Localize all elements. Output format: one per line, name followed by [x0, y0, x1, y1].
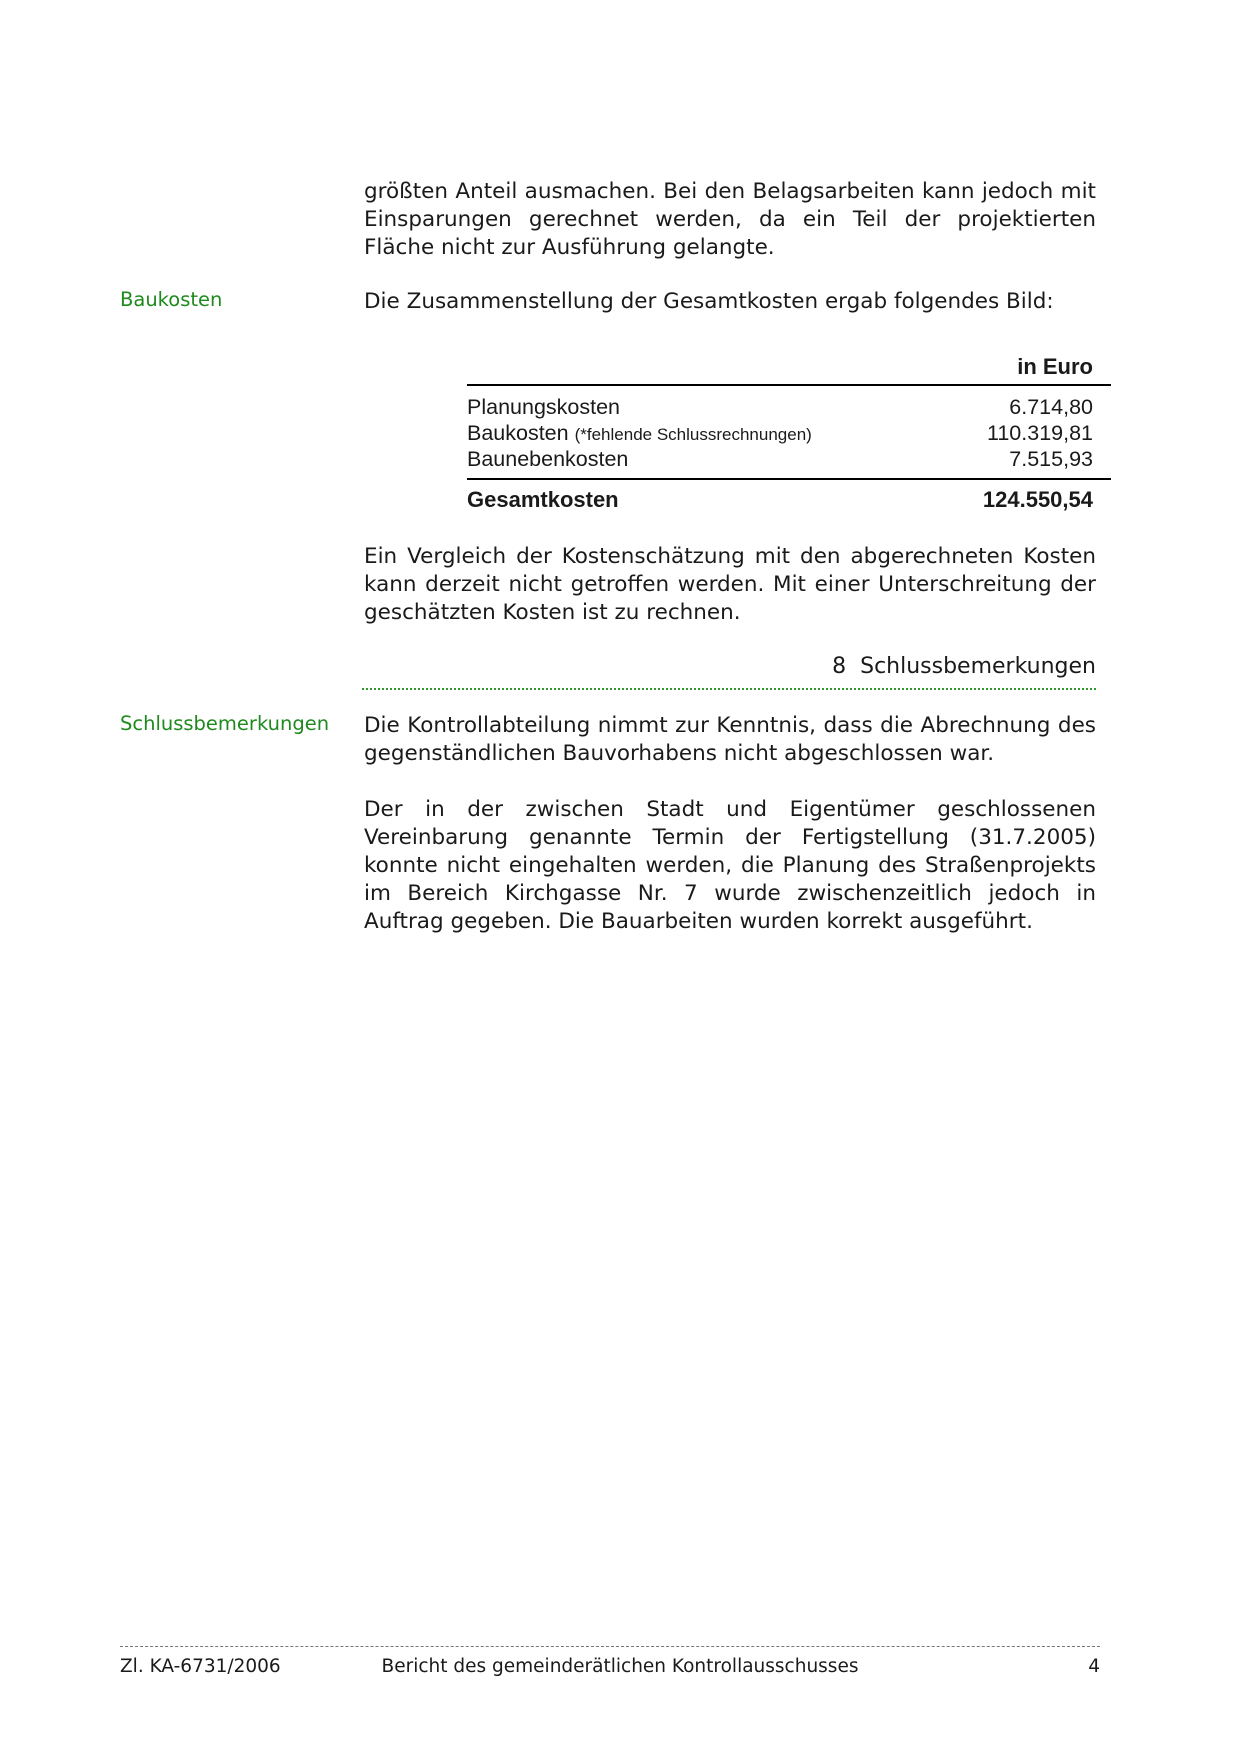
cost-row-note: (*fehlende Schlussrechnungen) [574, 425, 812, 444]
cost-row-baukosten [467, 420, 1111, 446]
cost-row-label: Baukosten [467, 421, 569, 445]
section-heading [362, 652, 1096, 690]
cost-table [467, 350, 1111, 520]
section-title: Schlussbemerkungen [860, 654, 1096, 679]
cost-row-value: 110.319,81 [986, 421, 1093, 445]
cost-row-label: Planungskosten [467, 395, 620, 419]
footer-reference: Zl. KA-6731/2006 [120, 1656, 281, 1677]
cost-table-total [467, 480, 1111, 520]
section-number: 8 [832, 654, 847, 679]
footer-page-number: 4 [1088, 1656, 1100, 1677]
footer-title: Bericht des gemeinderätlichen Kontrollausschusses [381, 1656, 859, 1677]
cost-table-rows [467, 386, 1111, 480]
closing-paragraph-1: Die Kontrollabteilung nimmt zur Kenntnis, dass die Abrechnung des gegenständlichen Bauvorhabens nicht abgeschlossen war. [364, 713, 1096, 766]
cost-row-value: 6.714,80 [1009, 395, 1093, 419]
cost-row-label: Baunebenkosten [467, 447, 629, 471]
margin-note-baukosten: Baukosten [120, 288, 223, 311]
costs-intro-paragraph: Die Zusammenstellung der Gesamtkosten ergab folgendes Bild: [364, 289, 1054, 314]
total-value: 124.550,54 [982, 487, 1093, 512]
cost-table-header: in Euro [467, 350, 1111, 386]
intro-paragraph: größten Anteil ausmachen. Bei den Belagsarbeiten kann jedoch mit Einsparungen gerechnet werden, da ein Teil der projektierten Fläche nicht zur Ausführung gelangte. [364, 179, 1096, 260]
footer-divider [120, 1646, 1100, 1647]
cost-row-value: 7.515,93 [1009, 447, 1093, 471]
comparison-paragraph: Ein Vergleich der Kostenschätzung mit den abgerechneten Kosten kann derzeit nicht getroffen werden. Mit einer Unterschreitung der geschätzten Kosten ist zu rechnen. [364, 544, 1096, 625]
cost-row-baunebenkosten [467, 446, 1111, 472]
cost-row-planungskosten [467, 394, 1111, 420]
total-label: Gesamtkosten [467, 487, 619, 512]
closing-paragraph-2: Der in der zwischen Stadt und Eigentümer geschlossenen Vereinbarung genannte Termin der Fertigstellung (31.7.2005) konnte nicht eingehalten werden, die Planung des Straßenprojekts im Bereich Kirchgasse Nr. 7 wurde zwischenzeitlich jedoch in Auftrag gegeben. Die Bauarbeiten wurden korrekt ausgeführt. [364, 797, 1096, 934]
margin-note-schlussbemerkungen: Schlussbemerkungen [120, 712, 330, 735]
